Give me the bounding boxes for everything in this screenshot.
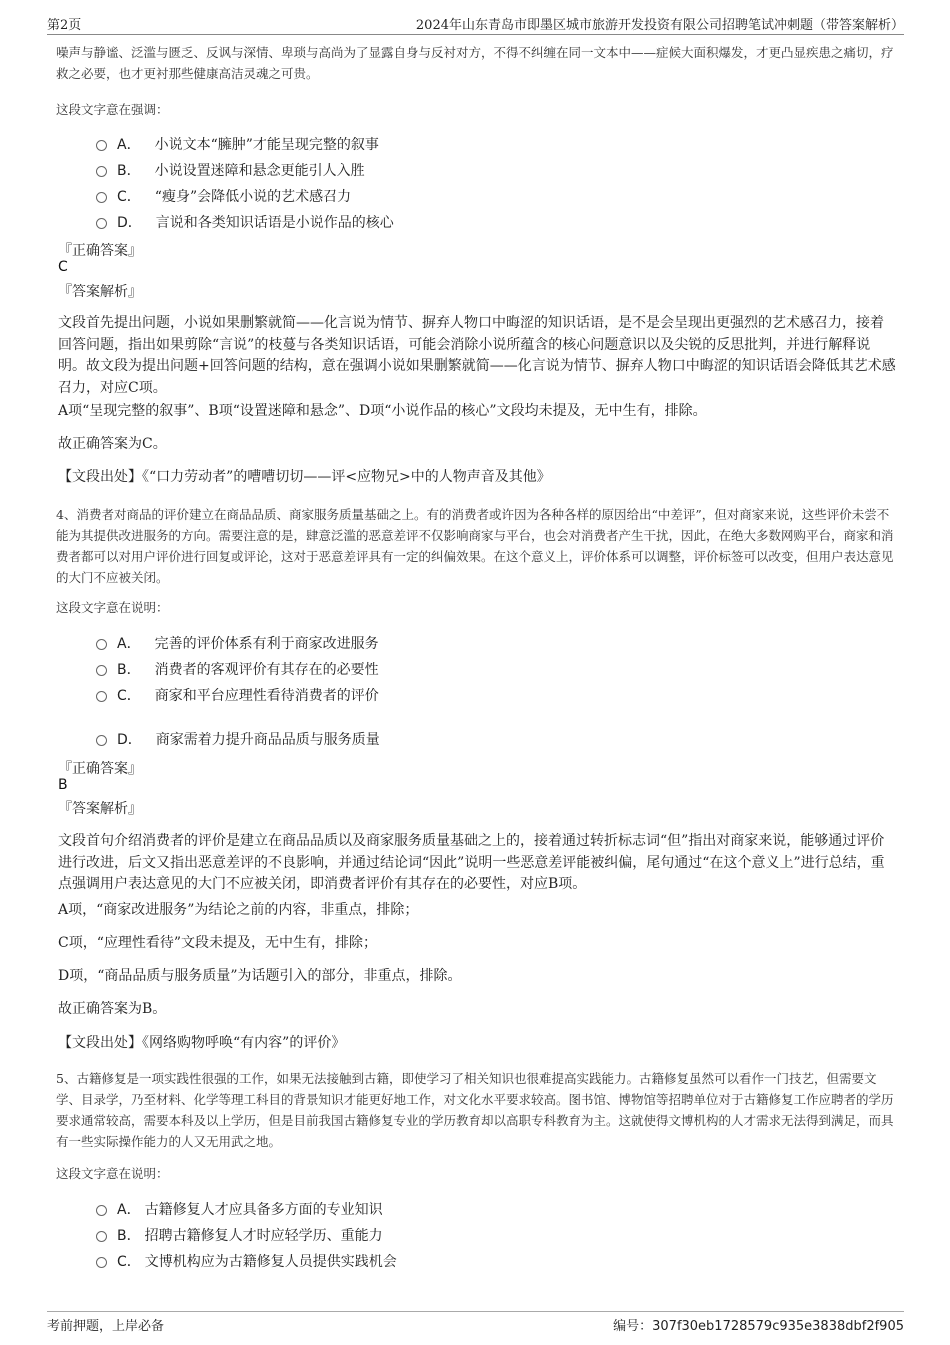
- passage-source: 【文段出处】《“口力劳动者”的嘈嘈切切——评<应物兄>中的人物声音及其他》: [58, 469, 551, 485]
- analysis-paragraph: D项，“商品品质与服务质量”为话题引入的部分，非重点，排除。: [58, 968, 462, 984]
- option-a[interactable]: A． 完善的评价体系有利于商家改进服务: [96, 633, 379, 653]
- option-c[interactable]: C． “瘦身”会降低小说的艺术感召力: [96, 186, 351, 206]
- analysis-paragraph: 故正确答案为C。: [58, 436, 167, 452]
- analysis-paragraph: 故正确答案为B。: [58, 1001, 167, 1017]
- passage-source: 【文段出处】《网络购物呼唤“有内容”的评价》: [58, 1035, 346, 1051]
- answer-value: B: [58, 777, 68, 793]
- page-number: 第2页: [47, 18, 82, 33]
- analysis-paragraph: A项“呈现完整的叙事”、B项“设置迷障和悬念”、D项“小说作品的核心”文段均未提及，无中生有，排除。: [58, 403, 707, 419]
- radio-icon[interactable]: [96, 665, 107, 676]
- question-prompt: 这段文字意在说明：: [56, 600, 169, 615]
- option-b[interactable]: B． 消费者的客观评价有其存在的必要性: [96, 659, 379, 679]
- radio-icon[interactable]: [96, 192, 107, 203]
- answer-label: 『正确答案』: [58, 761, 142, 777]
- radio-icon[interactable]: [96, 691, 107, 702]
- option-b[interactable]: B． 招聘古籍修复人才时应轻学历、重能力: [96, 1225, 383, 1245]
- radio-icon[interactable]: [96, 166, 107, 177]
- radio-icon[interactable]: [96, 1257, 107, 1268]
- radio-icon[interactable]: [96, 1205, 107, 1216]
- answer-label: 『正确答案』: [58, 243, 142, 259]
- radio-icon[interactable]: [96, 218, 107, 229]
- analysis-paragraph: 文段首句介绍消费者的评价是建立在商品品质以及商家服务质量基础之上的，接着通过转折标志词“但”指出对商家来说，能够通过评价进行改进，后文又指出恶意差评的不良影响，并通过结论词“因此”说明一些恶意差评能被纠偏，尾句通过“在这个意义上”进行总结，重点强调用户表达意见的大门不应被关闭，即消费者评价有其存在的必要性，对应B项。: [58, 833, 885, 892]
- option-a[interactable]: A． 古籍修复人才应具备多方面的专业知识: [96, 1199, 383, 1219]
- analysis-paragraph: 文段首先提出问题，小说如果删繁就简——化言说为情节、摒弃人物口中晦涩的知识话语，是不是会呈现出更强烈的艺术感召力，接着回答问题，指出如果剪除“言说”的枝蔓与各类知识话语，可能会消除小说所蕴含的核心问题意识以及尖锐的反思批判，并进行解释说明。故文段为提出问题+回答问题的结构，意在强调小说如果删繁就简——化言说为情节、摒弃人物口中晦涩的知识话语会降低其艺术感召力，对应C项。: [58, 315, 896, 396]
- radio-icon[interactable]: [96, 1231, 107, 1242]
- radio-icon[interactable]: [96, 639, 107, 650]
- radio-icon[interactable]: [96, 140, 107, 151]
- answer-value: C: [58, 259, 68, 275]
- page-header: [47, 14, 904, 35]
- document-title: 2024年山东青岛市即墨区城市旅游开发投资有限公司招聘笔试冲刺题（带答案解析）: [415, 18, 904, 33]
- analysis-paragraph: A项，“商家改进服务”为结论之前的内容，非重点，排除；: [58, 902, 419, 918]
- analysis-label: 『答案解析』: [58, 284, 142, 300]
- question-5-text: 5、古籍修复是一项实践性很强的工作，如果无法接触到古籍，即使学习了相关知识也很难提高实践能力。古籍修复虽然可以看作一门技艺，但需要文学、目录学，乃至材料、化学等理工科目的背景知识才能更好地工作，对文化水平要求较高。图书馆、博物馆等招聘单位对于古籍修复工作应聘者的学历要求通常较高，需要本科及以上学历，但是目前我国古籍修复专业的学历教育却以高职专科教育为主。这就使得文博机构的人才需求无法得到满足，而具有一些实际操作能力的人又无用武之地。: [56, 1071, 894, 1149]
- option-c[interactable]: C． 商家和平台应理性看待消费者的评价: [96, 685, 379, 705]
- option-a[interactable]: A． 小说文本“臃肿”才能呈现完整的叙事: [96, 134, 379, 154]
- question-4-text: 4、消费者对商品的评价建立在商品品质、商家服务质量基础之上。有的消费者或许因为各种各样的原因给出“中差评”，但对商家来说，这些评价未尝不能为其提供改进服务的方向。需要注意的是，肆意泛滥的恶意差评不仅影响商家与平台，也会对消费者产生干扰，因此，在绝大多数网购平台，商家和消费者都可以对用户评价进行回复或评论，这对于恶意差评具有一定的纠偏效果。在这个意义上，评价体系可以调整，评价标签可以改变，但用户表达意见的大门不应被关闭。: [56, 507, 894, 585]
- option-d[interactable]: D． 言说和各类知识话语是小说作品的核心: [96, 212, 394, 232]
- analysis-paragraph: C项，“应理性看待”文段未提及，无中生有，排除；: [58, 935, 378, 951]
- option-b[interactable]: B． 小说设置迷障和悬念更能引人入胜: [96, 160, 365, 180]
- footer-slogan: 考前押题，上岸必备: [47, 1319, 165, 1334]
- option-d[interactable]: D． 商家需着力提升商品品质与服务质量: [96, 729, 380, 749]
- page-footer: [47, 1311, 904, 1337]
- analysis-label: 『答案解析』: [58, 801, 142, 817]
- passage-text: 噪声与静谧、泛滥与匮乏、反讽与深情、卑琐与高尚为了显露自身与反衬对方，不得不纠缠在同一文本中——症候大面积爆发，才更凸显疾患之痛切，疗救之必要，也才更衬那些健康高洁灵魂之可贵。: [56, 45, 894, 81]
- question-prompt: 这段文字意在说明：: [56, 1166, 169, 1181]
- question-prompt: 这段文字意在强调：: [56, 102, 169, 117]
- radio-icon[interactable]: [96, 735, 107, 746]
- option-c[interactable]: C． 文博机构应为古籍修复人员提供实践机会: [96, 1251, 397, 1271]
- document-code: 编号：307f30eb1728579c935e3838dbf2f905: [613, 1319, 904, 1334]
